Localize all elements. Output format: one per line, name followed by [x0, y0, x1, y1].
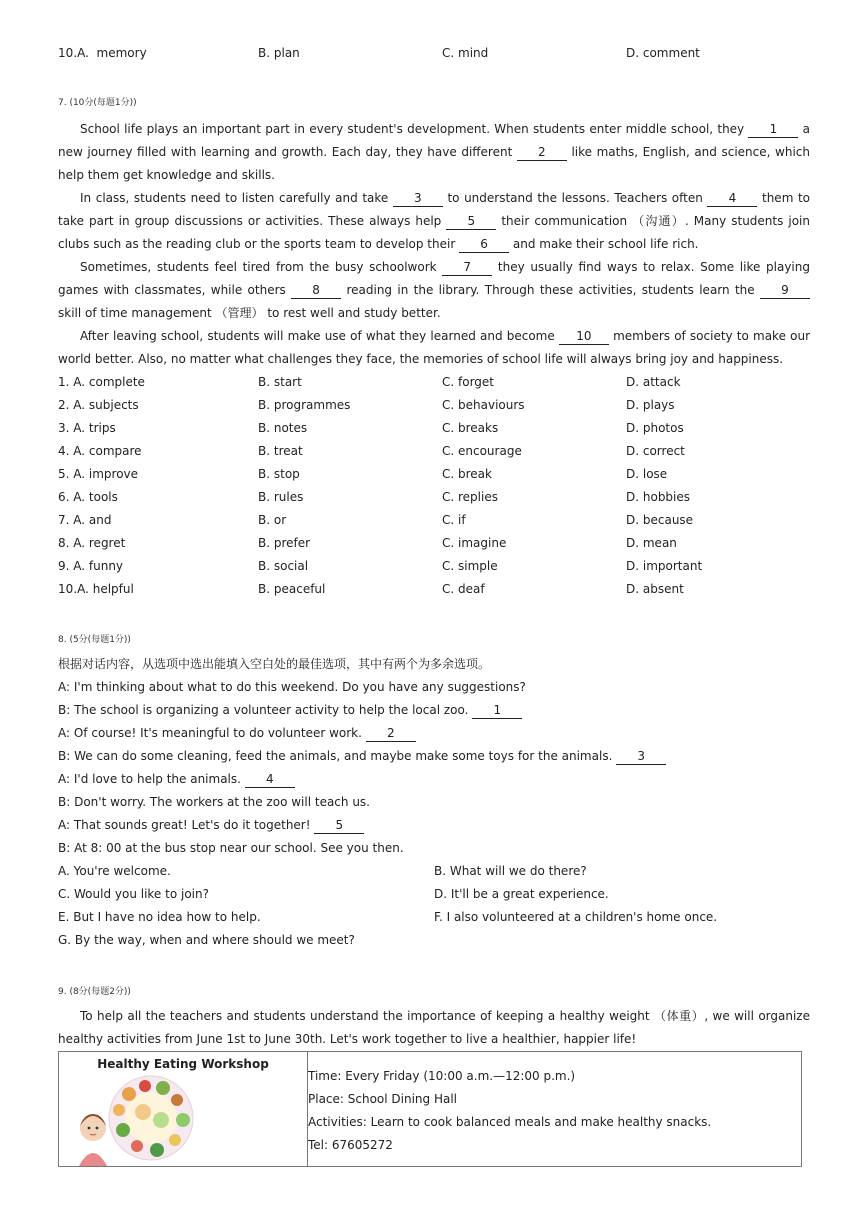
option-c: C. encourage: [442, 444, 522, 458]
option-c: C. replies: [442, 490, 498, 504]
option-c: C. forget: [442, 375, 495, 389]
workshop-time: Time: Every Friday (10:00 a.m.—12:00 p.m.): [308, 1069, 576, 1083]
question-8-header: 8. (5分(每题1分)): [58, 635, 131, 645]
blank-3: 3: [616, 749, 666, 765]
option-g: G. By the way, when and where should we meet?: [58, 933, 355, 947]
dialogue-line: A: That sounds great! Let's do it together! 5: [58, 814, 666, 837]
blank-3: 3: [393, 191, 443, 207]
option-d: D. correct: [626, 444, 685, 458]
option-b: B. programmes: [258, 398, 351, 412]
option-d: D. comment: [626, 46, 700, 60]
blank-10: 10: [559, 329, 609, 345]
dialogue-line: A: I'd love to help the animals. 4: [58, 768, 666, 791]
option-d: D. photos: [626, 421, 684, 435]
workshop-title-cell: [59, 1052, 308, 1166]
healthy-food-plate-illustration: [71, 1070, 201, 1166]
option-b: B. What will we do there?: [434, 864, 587, 878]
passage-paragraph: After leaving school, students will make use of what they learned and become 10 members of society to make our world better. Also, no matter what challenges they face, the memories of school life will always bring joy and happiness.: [58, 329, 811, 366]
passage-paragraph: Sometimes, students feel tired from the busy schoolwork 7 they usually find ways to relax. Some like playing games with classmates, while others 8 reading in the library. Through these activities, students learn the 9 skill of time management （管理） to rest well and study better.: [58, 260, 810, 320]
dialogue-line: B: The school is organizing a volunteer activity to help the local zoo. 1: [58, 699, 666, 722]
option-c: C. mind: [442, 46, 489, 60]
option-c: C. behaviours: [442, 398, 525, 412]
option-d: D. attack: [626, 375, 681, 389]
option-a: 8. A. regret: [58, 536, 126, 550]
option-b: B. plan: [258, 46, 300, 60]
blank-4: 4: [245, 772, 295, 788]
option-d: D. mean: [626, 536, 677, 550]
blank-8: 8: [291, 283, 341, 299]
blank-5: 5: [446, 214, 496, 230]
workshop-activities: Activities: Learn to cook balanced meals and make healthy snacks.: [308, 1115, 712, 1129]
option-d: D. important: [626, 559, 703, 573]
option-c: C. simple: [442, 559, 498, 573]
option-a: 10.A. helpful: [58, 582, 134, 596]
option-d: D. plays: [626, 398, 675, 412]
option-c: C. Would you like to join?: [58, 887, 209, 901]
dialogue-line: A: Of course! It's meaningful to do volunteer work. 2: [58, 722, 666, 745]
option-c: C. breaks: [442, 421, 499, 435]
workshop-notice-table: [58, 1051, 802, 1167]
option-c: C. if: [442, 513, 466, 527]
blank-2: 2: [366, 726, 416, 742]
blank-5: 5: [314, 818, 364, 834]
option-a: 7. A. and: [58, 513, 112, 527]
option-d: D. It'll be a great experience.: [434, 887, 609, 901]
option-d: D. because: [626, 513, 694, 527]
passage-paragraph: School life plays an important part in every student's development. When students enter middle school, they 1 a new journey filled with learning and growth. Each day, they have different 2 like maths, English, and science, which help them get knowledge and skills.: [58, 122, 811, 182]
question-9-intro: To help all the teachers and students understand the importance of keeping a healthy weight （体重）, we will organize healthy activities from June 1st to June 30th. Let's work together to live a healthier, happier life!: [58, 1009, 810, 1046]
workshop-title: Healthy Eating Workshop: [97, 1057, 269, 1071]
workshop-place: Place: School Dining Hall: [308, 1092, 458, 1106]
option-b: B. or: [258, 513, 287, 527]
option-b: B. peaceful: [258, 582, 326, 596]
option-a: 10.A. memory: [58, 46, 147, 60]
question-8-dialogue: [58, 653, 666, 860]
option-a: 3. A. trips: [58, 421, 116, 435]
blank-1: 1: [472, 703, 522, 719]
option-b: B. rules: [258, 490, 304, 504]
blank-6: 6: [459, 237, 509, 253]
option-b: B. stop: [258, 467, 300, 481]
option-f: F. I also volunteered at a children's home once.: [434, 910, 718, 924]
blank-2: 2: [517, 145, 567, 161]
option-c: C. imagine: [442, 536, 507, 550]
blank-1: 1: [748, 122, 798, 138]
option-a: 6. A. tools: [58, 490, 118, 504]
option-e: E. But I have no idea how to help.: [58, 910, 261, 924]
dialogue-line: B: At 8: 00 at the bus stop near our school. See you then.: [58, 841, 404, 855]
blank-4: 4: [707, 191, 757, 207]
workshop-tel: Tel: 67605272: [308, 1138, 393, 1152]
dialogue-line: B: Don't worry. The workers at the zoo will teach us.: [58, 795, 370, 809]
workshop-details-cell: [308, 1065, 711, 1157]
dialogue-line: A: I'm thinking about what to do this weekend. Do you have any suggestions?: [58, 680, 526, 694]
option-b: B. prefer: [258, 536, 311, 550]
option-b: B. notes: [258, 421, 308, 435]
dialogue-line: B: We can do some cleaning, feed the animals, and maybe make some toys for the animals. 3: [58, 745, 666, 768]
option-b: B. treat: [258, 444, 303, 458]
blank-9: 9: [760, 283, 810, 299]
option-a: 5. A. improve: [58, 467, 139, 481]
passage-paragraph: In class, students need to listen carefully and take 3 to understand the lessons. Teachers often 4 them to take part in group discussions or activities. These always help 5 their communication （沟通）. Many students join clubs such as the reading club or the sports team to develop their 6 and make their school life rich.: [58, 191, 811, 251]
option-c: C. break: [442, 467, 492, 481]
option-a: 1. A. complete: [58, 375, 145, 389]
instruction-text: 根据对话内容，从选项中选出能填入空白处的最佳选项，其中有两个为多余选项。: [58, 657, 491, 671]
question-7-header: 7. (10分(每题1分)): [58, 98, 137, 108]
option-d: D. absent: [626, 582, 684, 596]
option-d: D. lose: [626, 467, 668, 481]
option-b: B. social: [258, 559, 309, 573]
option-b: B. start: [258, 375, 302, 389]
option-c: C. deaf: [442, 582, 485, 596]
option-a: 9. A. funny: [58, 559, 124, 573]
option-a: 4. A. compare: [58, 444, 142, 458]
option-d: D. hobbies: [626, 490, 691, 504]
blank-7: 7: [442, 260, 492, 276]
question-9-header: 9. (8分(每题2分)): [58, 987, 131, 997]
option-a: A. You're welcome.: [58, 864, 171, 878]
option-a: 2. A. subjects: [58, 398, 139, 412]
question-7-passage: [58, 118, 810, 371]
